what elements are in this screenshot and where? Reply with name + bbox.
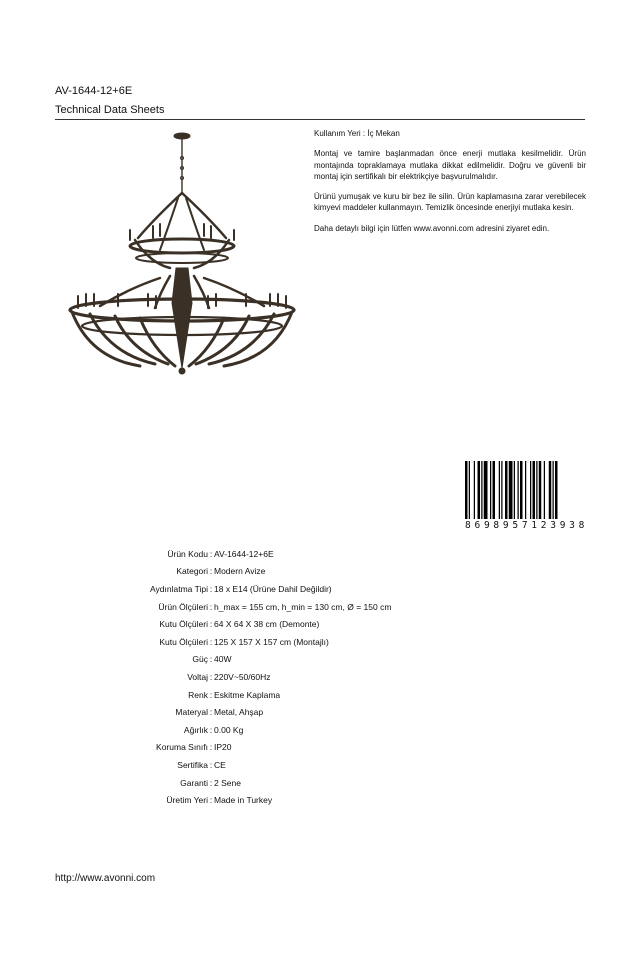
barcode-digit: 9 [502,520,510,531]
spec-label: Ürün Kodu [167,548,208,559]
barcode-bar [474,461,475,519]
barcode-bar [481,461,482,519]
spec-row [0,756,640,774]
spec-value: 40W [214,654,232,665]
barcode-bar [555,461,558,519]
spec-separator: : [209,619,213,630]
spec-label: Ağırlık [183,724,208,735]
barcode-bar [525,461,526,519]
spec-value: 220V~50/60Hz [214,671,271,682]
barcode-bar [553,461,554,519]
spec-value: 2 Sene [214,777,241,788]
spec-label: Materyal [175,707,208,718]
spec-separator: : [209,777,213,788]
spec-label: Koruma Sınıfı [156,742,208,753]
barcode-digit: 2 [540,520,548,531]
spec-label: Voltaj [187,671,208,682]
spec-label: Kutu Ölçüleri [159,636,208,647]
spec-separator: : [209,742,213,753]
spec-row [0,791,640,809]
spec-row [0,668,640,686]
spec-separator: : [209,654,213,665]
barcode-digit: 8 [465,520,472,531]
usage-location: Kullanım Yeri : İç Mekan [314,129,400,138]
cleaning-paragraph: Ürünü yumuşak ve kuru bir bez ile silin. Ürün kaplamasına zarar verebilecek kimyevi maddeler kullanmayın. Temizlik öncesinde enerjiyi mutlaka kesin. [314,192,586,213]
barcode-bar [505,461,508,519]
spec-row [0,651,640,669]
barcode-digit: 5 [512,520,519,531]
spec-row [0,598,640,616]
spec-row [0,686,640,704]
barcode-bar [465,461,468,519]
spec-label: Aydınlatma Tipi [150,583,208,594]
barcode-bar [509,461,513,519]
barcode [465,461,585,533]
spec-value: 64 X 64 X 38 cm (Demonte) [214,619,320,630]
spec-separator: : [209,566,213,577]
barcode-digit: 3 [550,520,557,531]
barcode-bar [520,461,523,519]
spec-value: h_max = 155 cm, h_min = 130 cm, Ø = 150 cm [214,601,392,612]
spec-label: Güç [192,654,208,665]
spec-row [0,739,640,757]
header-divider [55,119,585,120]
spec-separator: : [209,671,213,682]
usage-info-block [314,128,586,243]
barcode-bars [465,461,585,519]
barcode-bar [490,461,491,519]
spec-row [0,545,640,563]
barcode-number [465,520,585,531]
spec-label: Sertifika [177,759,208,770]
spec-row [0,633,640,651]
spec-label: Kategori [176,566,208,577]
spec-label: Garanti [180,777,208,788]
barcode-digit: 8 [493,520,500,531]
spec-row [0,615,640,633]
website-link[interactable]: http://www.avonni.com [55,873,156,884]
product-code-heading: AV-1644-12+6E [55,85,133,97]
more-info-paragraph: Daha detaylı bilgi için lütfen www.avonni.com adresini ziyaret edin. [314,223,550,233]
spec-value: 0.00 Kg [214,724,244,735]
barcode-bar [469,461,470,519]
spec-separator: : [209,795,213,806]
spec-separator: : [209,548,213,559]
spec-row [0,721,640,739]
barcode-bar [530,461,531,519]
spec-table [0,545,640,809]
barcode-digit: 8 [578,520,585,531]
spec-row [0,774,640,792]
barcode-bar [536,461,537,519]
spec-value: 125 X 157 X 157 cm (Montajlı) [214,636,329,647]
spec-separator: : [209,707,213,718]
spec-separator: : [209,601,213,612]
barcode-digit: 7 [521,520,529,531]
barcode-digit: 6 [474,520,481,531]
spec-label: Kutu Ölçüleri [159,619,208,630]
barcode-digit: 9 [483,520,491,531]
barcode-bar [484,461,488,519]
spec-value: CE [214,759,226,770]
safety-paragraph: Montaj ve tamire başlanmadan önce enerji mutlaka kesilmelidir. Ürün montajında topraklamaya mutlaka dikkat edilmelidir. Doğru ve güvenli bir montaj için sertifikalı bir elektrikçiye başvurulmalıdır. [314,149,586,181]
barcode-bar [544,461,545,519]
spec-label: Üretim Yeri [166,795,208,806]
barcode-digit: 9 [559,520,567,531]
barcode-bar [478,461,481,519]
barcode-bar [539,461,542,519]
spec-separator: : [209,759,213,770]
document-subtitle: Technical Data Sheets [55,104,165,116]
spec-value: Metal, Ahşap [214,707,264,718]
spec-separator: : [209,583,213,594]
barcode-bar [514,461,515,519]
spec-value: AV-1644-12+6E [214,548,274,559]
spec-label: Renk [188,689,208,700]
barcode-bar [499,461,500,519]
spec-separator: : [209,689,213,700]
barcode-digit: 1 [531,520,538,531]
spec-value: Modern Avize [214,566,266,577]
barcode-bar [533,461,536,519]
barcode-bar [493,461,496,519]
spec-value: Eskitme Kaplama [214,689,281,700]
spec-separator: : [209,724,213,735]
chandelier-product-image [60,128,305,378]
spec-row [0,703,640,721]
spec-value: Made in Turkey [214,795,273,806]
spec-label: Ürün Ölçüleri [158,601,208,612]
spec-row [0,580,640,598]
barcode-bar [518,461,519,519]
barcode-bar [549,461,552,519]
spec-value: IP20 [214,742,232,753]
barcode-digit: 3 [569,520,576,531]
spec-separator: : [209,636,213,647]
spec-row [0,563,640,581]
barcode-bar [501,461,502,519]
spec-value: 18 x E14 (Ürüne Dahil Değildir) [214,583,332,594]
